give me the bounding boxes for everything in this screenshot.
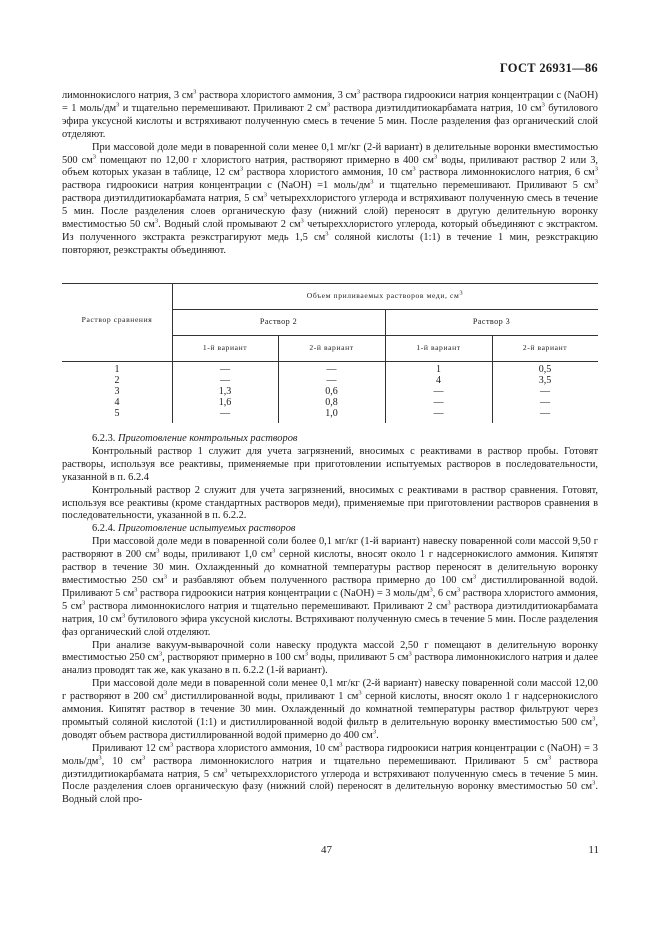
section-heading-6-2-3: [62, 433, 598, 446]
section-title: Приготовление испытуемых растворов: [118, 523, 296, 535]
solution-3-header: Раствор 3: [472, 317, 511, 326]
table-cell: —: [540, 408, 550, 419]
variant-2-header: 2-й вариант: [309, 343, 354, 352]
paragraph: Приливают 12 $см^3$ раствора хлористого аммония, 10 $см^3$ раствора гидроокиси натрия концентрации c (NaOH) = 3 моль/$дм^3$, 10 $см^3$ раствора лимоннокислого натрия и тщательно перемешивают. Приливают 5 $см^3$ раствора диэтилдитиокарбамата натрия, 5 $см^3$ четыреххлористого углерода и встряхивают полученную смесь в течение 5 мин. После разделения слоев органическую фазу (нижний слой) переносят в делительную воронку вместимостью 50 $см^3$. Водный слой про-: [62, 741, 599, 806]
page-number: 47: [321, 844, 332, 856]
table-cell: —: [540, 397, 550, 408]
table-cell: —: [220, 408, 230, 419]
solution-2-header: Раствор 2: [259, 317, 298, 326]
reference-solutions-table: [62, 283, 598, 423]
table-cell: 1: [114, 364, 120, 375]
paragraph: Контрольный раствор 2 служит для учета загрязнений, вносимых с реактивами в раствор сравнения. Готовят, используя все реактивы (кроме стандартных растворов меди), применяемые при приготовлении растворов сравнения в последовательности, указанной в п. 6.2.2.: [62, 484, 598, 522]
section-number: 6.2.3.: [92, 433, 116, 444]
table-cell: —: [540, 386, 550, 397]
section-title: Приготовление контрольных растворов: [118, 433, 298, 444]
table-cell: 0,5: [538, 364, 552, 375]
paragraph: лимоннокислого натрия, 3 $см^3$ раствора хлористого аммония, 3 $см^3$ раствора гидроокиси натрия концентрации c (NaOH) = 1 моль/$дм^3$ и тщательно перемешивают. Приливают 2 $см^3$ раствора диэтилдитиокарбамата натрия, 10 $см^3$ бутилового эфира уксусной кислоты и встряхивают полученную смесь в течение 5 мин. После разделения фаз органический слой отделяют.: [62, 88, 598, 140]
paragraph: Контрольный раствор 1 служит для учета загрязнений, вносимых с реактивами в раствор пробы. Готовят растворы, используя все реактивы, применяемые при приготовлении испытуемых растворов в последовательности, указанной в п. 6.2.4: [62, 445, 598, 483]
group-header: Объем приливаемых растворов меди, $см^3$: [306, 289, 464, 300]
document-header: ГОСТ 26931—86: [499, 61, 598, 75]
table-cell: 3: [114, 386, 120, 397]
table-cell: 4: [114, 397, 120, 408]
table-cell: —: [220, 375, 230, 386]
section-number: 6.2.4.: [92, 523, 116, 535]
table-cell: 1: [436, 364, 441, 375]
table-cell: 0,6: [325, 386, 338, 397]
paragraph: При массовой доле меди в поваренной соли менее 0,1 мг/кг (2-й вариант) навеску поваренной соли массой 12,00 г растворяют в 200 $см^3$ дистиллированной воды, приливают 1 $см^3$ серной кислоты, вносят около 1 г надсернокислого аммония. Кипятят раствор в течение 30 мин. Охлажденный до комнатной температуры раствор фильтруют через промытый соляной кислотой (1:1) и дистиллированной водой фильтр в делительную воронку вместимостью 500 $см^3$, доводят объем раствора дистиллированной водой примерно до 400 $см^3$.: [62, 678, 599, 741]
section-heading-6-2-4: [62, 523, 598, 536]
table-cell: —: [220, 364, 230, 375]
table-cell: —: [433, 386, 444, 397]
table-cell: 0,8: [325, 397, 338, 408]
table-cell: 3,5: [538, 375, 552, 386]
table-cell: 1,0: [325, 408, 338, 419]
table-cell: —: [433, 408, 444, 419]
row-header: Раствор сравнения: [81, 315, 153, 324]
table-cell: —: [433, 397, 444, 408]
table-cell: 4: [436, 375, 441, 386]
variant-1-header: 1-й вариант: [416, 343, 461, 352]
table-cell: 5: [114, 408, 120, 419]
table-cell: 1,6: [218, 397, 232, 408]
paragraph: При массовой доле меди в поваренной соли менее 0,1 мг/кг (2-й вариант) в делительные воронки вместимостью 500 $см^3$ помещают по 12,00 г хлористого натрия, растворяют примерно в 400 $см^3$ воды, приливают раствор 2 или 3, объем которых указан в таблице, 12 $см^3$ раствора хлористого аммония, 10 $см^3$ раствора лимоннокислого натрия, 6 $см^3$ раствора гидроокиси натрия концентрации c (NaOH) =1 моль/$дм^3$ и тщательно перемешивают. Приливают 5 $см^3$ раствора диэтилдитиокарбамата натрия, 5 $см^3$ четыреххлористого углерода и встряхивают полученную смесь в течение 5 мин. После разделения слоев органическую фазу (нижний слой) переносят в другую делительную воронку вместимостью 50 $см^3$. Водный слой промывают 2 $см^3$ четыреххлористого углерода, который объединяют с экстрактом. Из полученного экстракта реэкстрагируют медь 1,5 $см^3$ соляной кислоты (1:1) в течение 1 мин, реэкстракцию повторяют, реэкстракты объединяют.: [62, 141, 599, 256]
variant-2-header: 2-й вариант: [522, 343, 568, 352]
table-cell: —: [326, 375, 337, 386]
table-cell: 2: [114, 375, 120, 386]
paragraph: При массовой доле меди в поваренной соли более 0,1 мг/кг (1-й вариант) навеску поваренной соли массой 9,50 г растворяют в 200 $см^3$ воды, приливают 1,0 $см^3$ серной кислоты, вносят около 1 г надсернокислого аммония. Кипятят раствор в течение 30 мин. Охлажденный до комнатной температуры раствор переносят в делительную воронку вместимостью 250 $см^3$ и разбавляют объем полученного раствора примерно до 100 $см^3$ дистиллированной водой. Приливают 5 $см^3$ раствора гидроокиси натрия концентрации c (NaOH) = 3 моль/$дм^3$, 6 $см^3$ раствора хлористого аммония, 5 $см^3$ раствора лимоннокислого натрия и тщательно перемешивают. Приливают 2 $см^3$ раствора диэтилдитиокарбамата натрия, 10 $см^3$ бутилового эфира уксусной кислоты. Встряхивают полученную смесь в течение 5 мин. После разделения фаз органический слой отделяют.: [62, 536, 599, 638]
variant-1-header: 1-й вариант: [202, 343, 248, 352]
table-cell: —: [326, 364, 337, 375]
bottom-text-block: [62, 433, 598, 807]
table-cell: 1,3: [218, 386, 232, 397]
top-text-block: [62, 90, 598, 258]
paragraph: При анализе вакуум-выварочной соли навеску продукта массой 2,50 г помещают в делительную воронку вместимостью 250 $см^3$, растворяют примерно в 100 $см^3$ воды, приливают 5 $см^3$ раствора лимоннокислого натрия и далее анализ проводят так же, как указано в п. 6.2.2 (1-й вариант).: [62, 639, 598, 677]
sheet-number: 11: [588, 844, 599, 856]
